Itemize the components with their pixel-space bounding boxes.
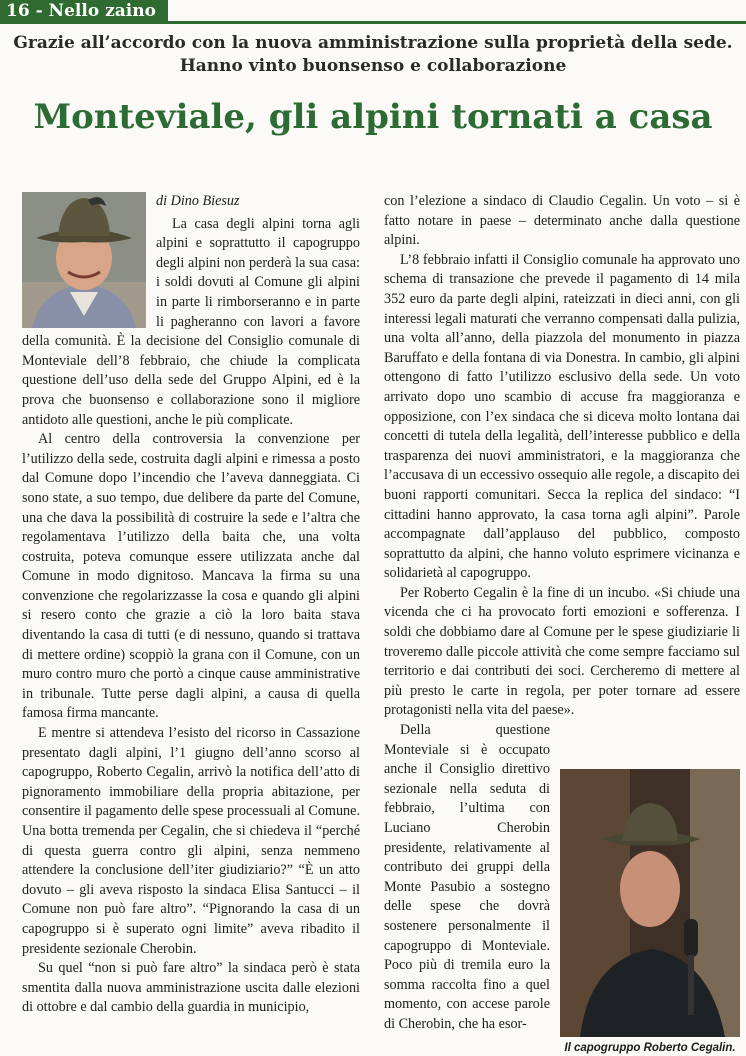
header-rule — [168, 21, 746, 24]
photo-capogruppo — [560, 769, 740, 1037]
article-column-left — [22, 192, 360, 1018]
headline: Monteviale, gli alpini tornati a casa — [33, 97, 713, 137]
paragraph-1: La casa degli alpini torna agli alpini e soprattutto il capogruppo degli alpini non perderà la sua casa: i soldi dovuti al Comune gli alpini in parte li rimborseranno e in parte li pagheranno con lavori a favore della comunità. È la decisione del Consiglio comunale di Monteviale dell’8 febbraio, che chiude la complicata questione dell’uso della sede del Gruppo Alpini, ed è la prova che buonsenso e collaborazione sono il migliore antidoto alle questioni, anche le più complicate. — [22, 215, 360, 428]
photo-caption: Il capogruppo Roberto Cegalin. — [564, 1042, 736, 1055]
byline: di Dino Biesuz — [156, 193, 240, 209]
paragraph-8: Della questione Monteviale si è occupato anche il Consiglio direttivo sezionale nella seduta di febbraio, l’ultima con Luciano Cherobin presidente, relativamente al contributo dei gruppi della Monte Pasubio a sostegno delle spese che dovrà sostenere personalmente il capogruppo di Monteviale. Poco più di tremila euro la somma raccolta fino a quel momento, con accese parole di Cherobin, che ha esor- — [384, 722, 550, 1032]
section-header — [0, 0, 746, 24]
paragraph-6: L’8 febbraio infatti il Consiglio comunale ha approvato uno schema di transazione che prevede il pagamento di 14 mila 352 euro da parte degli alpini, rateizzati in dieci anni, con gli interessi legali maturati che verranno compensati dalla pulizia, una volta all’anno, della piazzola del monumento in piazza Baruffato e della fontana di via Donestra. In cambio, gli alpini ottengono di fatto l’utilizzo esclusivo della sede. Un voto arrivato dopo uno scambio di accuse fra maggioranza e opposizione, con l’ex sindaca che si diceva molto lontana dai concetti di tutela della legalità, dell’interesse pubblico e della trasparenza dei nuovi amministratori, e la maggioranza che l’accusava di un eccessivo ossequio alle regole, a discapito dei buoni rapporti comunitari. Secca la replica del sindaco: “I cittadini hanno approvato, la casa torna agli alpini”. Parole accompagnate dall’applauso del pubblico, composto soprattutto da alpini, che hanno voluto esprimere vicinanza e solidarietà al capogruppo. — [384, 251, 740, 582]
subheadline: Grazie all’accordo con la nuova amministrazione sulla proprietà della sede. Hanno vinto buonsenso e collaborazione — [13, 33, 733, 76]
paragraph-5: con l’elezione a sindaco di Claudio Cegalin. Un voto – si è fatto notare in paese – determinato anche dalla questione alpini. — [384, 193, 740, 249]
paragraph-3: E mentre si attendeva l’esisto del ricorso in Cassazione presentato dagli alpini, l’1 giugno dell’anno scorso al capogruppo, Roberto Cegalin, arrivò la notifica dell’atto di pignoramento immobiliare della propria abitazione, per consentire il pagamento delle spese processuali al Comune. Una botta tremenda per Cegalin, che si chiedeva il “perché di questa guerra contro gli alpini, senza nemmeno attendere la conclusione dell’iter giudiziario?” “È un atto dovuto – gli aveva risposto la sindaca Elisa Santucci – il Comune non può fare altro”. “Pignorando la casa di un capogruppo si è superato ogni limite” aveva ribadito il presidente sezionale Cherobin. — [22, 725, 360, 957]
paragraph-2: Al centro della controversia la convenzione per l’utilizzo della sede, costruita dagli alpini e rimessa a posto dal Comune dopo l’incendio che l’aveva danneggiata. Ci sono state, a suo tempo, due delibere da parte del Comune, una che dava la possibilità di costruire la sede e l’altra che regolamentava l’utilizzo della baita che, una volta costruita, poteva comunque essere utilizzata anche dal Comune in modo dignitoso. Mancava la firma su una convenzione che regolarizzasse la cosa e quando gli alpini si resero conto che grazie a ciò la loro baita stava diventando la casa di tutti (e di nessuno, quando si trattava di mettere ordine) scoppiò la grana con il Comune, con un muro contro muro che portò a cinque cause amministrative in tribunale. Tutte perse dagli alpini, a causa di quella famosa firma mancante. — [22, 431, 360, 722]
photo-alpino-portrait — [22, 192, 146, 328]
paragraph-7: Per Roberto Cegalin è la fine di un incubo. «Si chiude una vicenda che ci ha provocato forti emozioni e sofferenza. I soldi che dobbiamo dare al Comune per le spese giudiziarie li troveremo dalle piccole attività che come sempre facciamo sul territorio e dai contributi dei soci. Cercheremo di mettere al più presto le carte in regola, per poter tornare ad essere protagonisti nella vita del paese». — [384, 584, 740, 719]
paragraph-4: Su quel “non si può fare altro” la sindaca però è stata smentita dalla nuova amministrazione uscita dalle elezioni di ottobre e dal cambio della guardia in municipio, — [22, 960, 360, 1016]
article-column-right — [384, 192, 740, 1056]
section-label: 16 - Nello zaino — [6, 1, 156, 21]
